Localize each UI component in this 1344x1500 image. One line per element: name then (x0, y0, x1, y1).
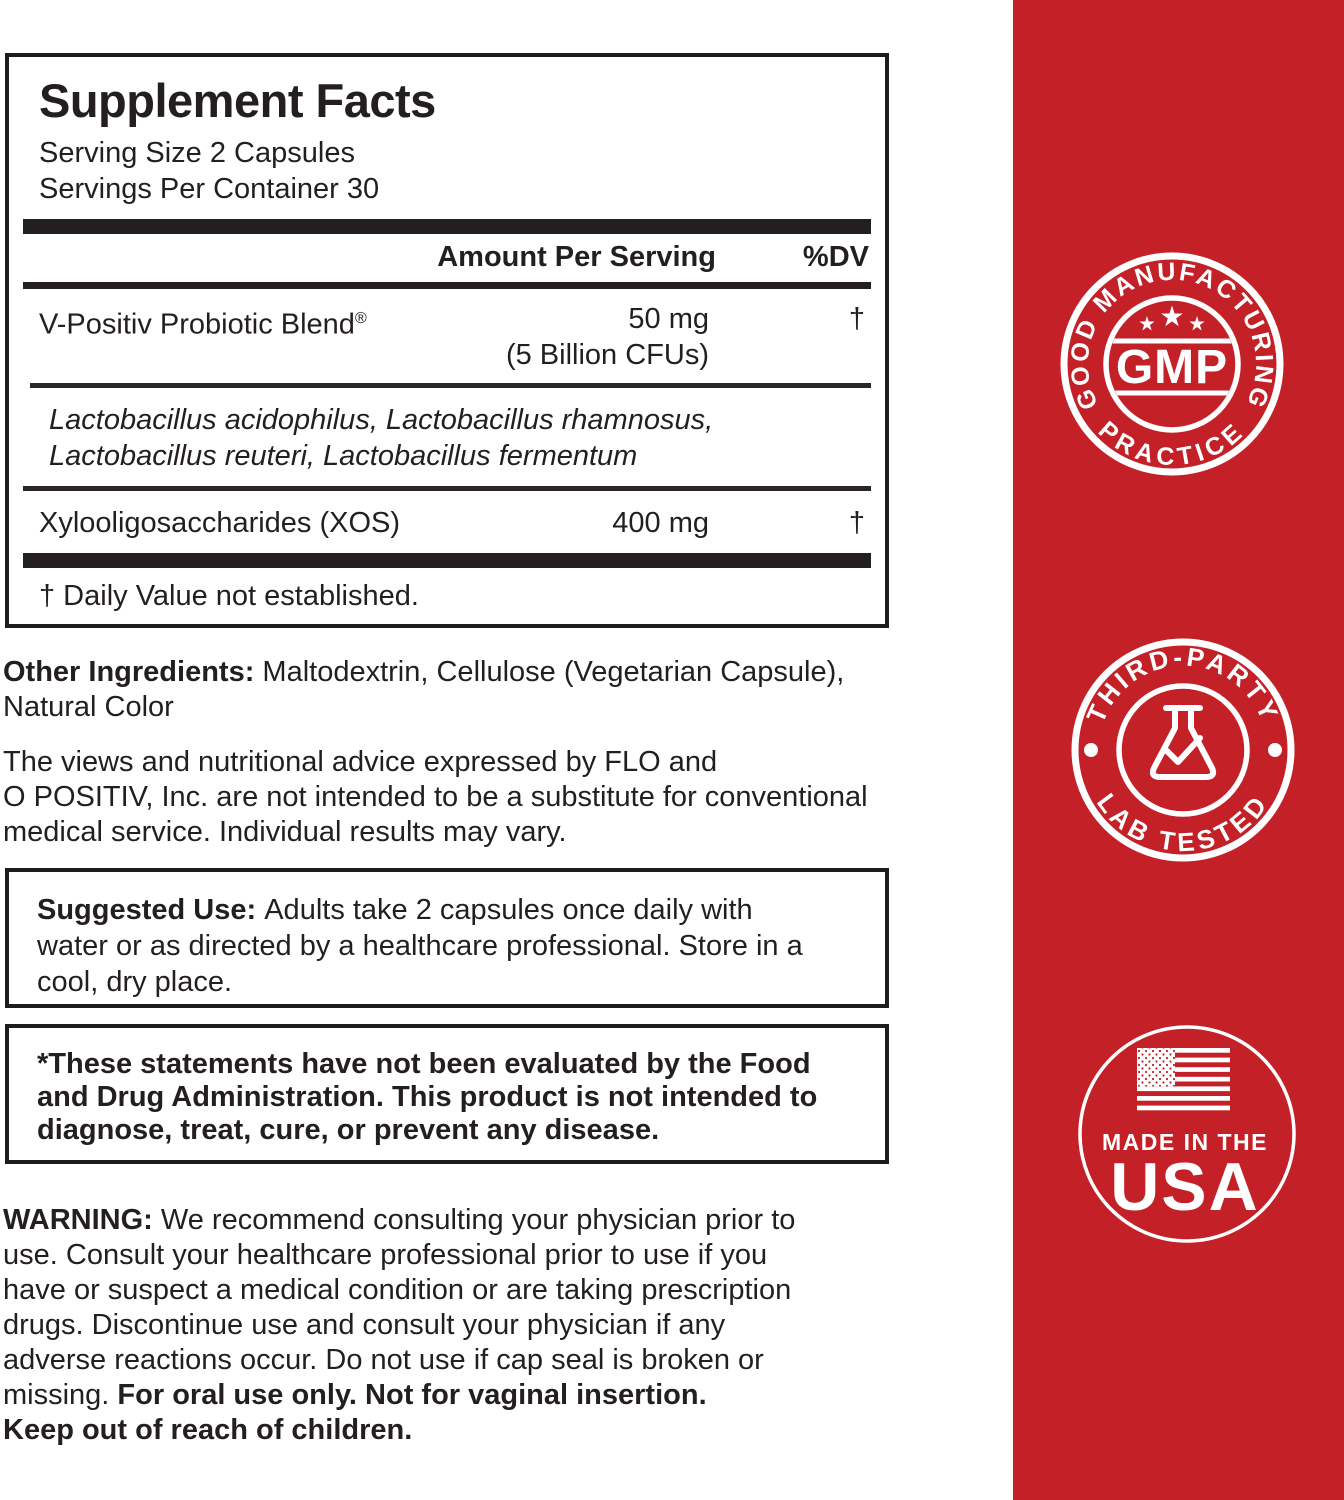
text-segment: and Drug Administration. This product is not intended to (37, 1081, 818, 1113)
column-header-amount: Amount Per Serving (437, 241, 716, 273)
gmp-stars-icon (1139, 306, 1204, 331)
disclaimer-line (3, 815, 889, 850)
supplement-facts-panel (5, 53, 889, 628)
table-row-probiotic-blend (23, 289, 871, 383)
text-segment: missing. (3, 1379, 118, 1411)
made-in-usa-badge-icon (1067, 1014, 1307, 1254)
nutrient-name (23, 301, 367, 343)
flask-check-icon (1153, 708, 1213, 777)
text-segment: have or suspect a medical condition or are taking prescription (3, 1274, 792, 1306)
warning-line (3, 1413, 889, 1448)
nutrient-dv: † (848, 507, 865, 539)
lab-arc-bottom-text: LAB TESTED (1091, 787, 1276, 858)
column-header-dv: %DV (802, 241, 869, 273)
text-segment: V-Positiv Probiotic Blend (39, 308, 355, 341)
fda-statement-line (37, 1114, 865, 1147)
warning-line (3, 1308, 889, 1343)
strains-line: Lactobacillus reuteri, Lactobacillus fermentum (49, 440, 638, 472)
warning-line (3, 1238, 889, 1273)
nutrient-amount: 400 mg (612, 507, 709, 539)
warning-line (3, 1378, 889, 1413)
strains-line: Lactobacillus acidophilus, Lactobacillus rhamnosus, (49, 404, 714, 436)
text-segment: Adults take 2 capsules once daily with (264, 894, 753, 926)
text-segment: Suggested Use: (37, 894, 265, 926)
warning-line (3, 1343, 889, 1378)
lab-left-dot-icon (1084, 743, 1098, 757)
other-ingredients-line (3, 690, 889, 725)
usa-line2-text: USA (1110, 1149, 1260, 1225)
text-segment: drugs. Discontinue use and consult your physician if any (3, 1309, 726, 1341)
text-segment: For oral use only. Not for vaginal insertion. (117, 1379, 707, 1411)
lab-right-dot-icon (1268, 743, 1282, 757)
text-segment: water or as directed by a healthcare professional. Store in a (37, 930, 803, 962)
text-segment: adverse reactions occur. Do not use if cap seal is broken or (3, 1344, 764, 1376)
table-row-xos (23, 491, 871, 553)
text-segment: Keep out of reach of children. (3, 1414, 413, 1446)
suggested-use-line (37, 964, 865, 1000)
text-segment: medical service. Individual results may vary. (3, 816, 567, 848)
gmp-center-text: GMP (1115, 341, 1229, 394)
text-segment: *These statements have not been evaluated by the Food (37, 1048, 811, 1080)
suggested-use-line (37, 928, 865, 964)
text-segment: use. Consult your healthcare professional prior to use if you (3, 1239, 768, 1271)
other-ingredients-line (3, 655, 889, 690)
warning-line (3, 1203, 889, 1238)
fda-statement-box (5, 1024, 889, 1164)
text-segment: We recommend consulting your physician prior to (160, 1204, 796, 1236)
text-segment: Other Ingredients: (3, 656, 263, 688)
gmp-badge (1052, 244, 1292, 484)
lab-arc-top-text: THIRD-PARTY (1080, 641, 1286, 728)
made-in-usa-badge (1067, 1014, 1307, 1254)
daily-value-footnote: † Daily Value not established. (39, 580, 419, 612)
nutrient-name: Xylooligosaccharides (XOS) (39, 507, 401, 539)
us-flag-icon (1137, 1048, 1230, 1110)
nutrient-amount-group (506, 301, 709, 373)
svg-text:PRACTICE (1093, 416, 1251, 471)
panel-title: Supplement Facts (39, 74, 436, 127)
fda-statement-line (37, 1048, 865, 1081)
suggested-use-box (5, 868, 889, 1008)
gmp-badge-icon (1052, 244, 1292, 484)
disclaimer-line (3, 745, 889, 780)
text-segment: O POSITIV, Inc. are not intended to be a substitute for conventional (3, 781, 868, 813)
divider-heavy-top (23, 219, 871, 234)
text-segment: The views and nutritional advice expressed by FLO and (3, 746, 718, 778)
disclaimer-line (3, 780, 889, 815)
divider-heavy-bottom (23, 553, 871, 568)
usa-line1-text: MADE IN THE (1102, 1129, 1268, 1155)
table-header-row (23, 234, 871, 282)
text-segment: WARNING: (3, 1204, 161, 1236)
gmp-arc-top-text: GOOD MANUFACTURING (1065, 257, 1279, 414)
red-side-band (1013, 0, 1344, 1500)
other-ingredients (3, 655, 889, 725)
probiotic-strains-list (23, 388, 871, 486)
servings-per-container: Servings Per Container 30 (39, 173, 380, 205)
text-segment: cool, dry place. (37, 966, 233, 998)
svg-text:LAB TESTED (1091, 788, 1275, 858)
lab-tested-badge (1063, 630, 1303, 870)
text-segment: Natural Color (3, 691, 174, 723)
nutrient-dv: † (848, 303, 865, 335)
serving-size: Serving Size 2 Capsules (39, 137, 355, 169)
text-segment: Maltodextrin, Cellulose (Vegetarian Capsule), (262, 656, 845, 688)
nutrient-amount: 50 mg (628, 303, 709, 335)
warning-line (3, 1273, 889, 1308)
views-disclaimer (3, 745, 889, 850)
fda-statement-line (37, 1081, 865, 1114)
suggested-use-line (37, 892, 865, 928)
text-segment: ® (354, 310, 367, 327)
warning-paragraph (3, 1203, 889, 1448)
text-segment: diagnose, treat, cure, or prevent any disease. (37, 1114, 660, 1146)
divider-medium (23, 282, 871, 289)
lab-tested-badge-icon (1063, 630, 1303, 870)
nutrient-amount-sub: (5 Billion CFUs) (505, 339, 709, 371)
gmp-arc-bottom-text: PRACTICE (1092, 415, 1252, 472)
